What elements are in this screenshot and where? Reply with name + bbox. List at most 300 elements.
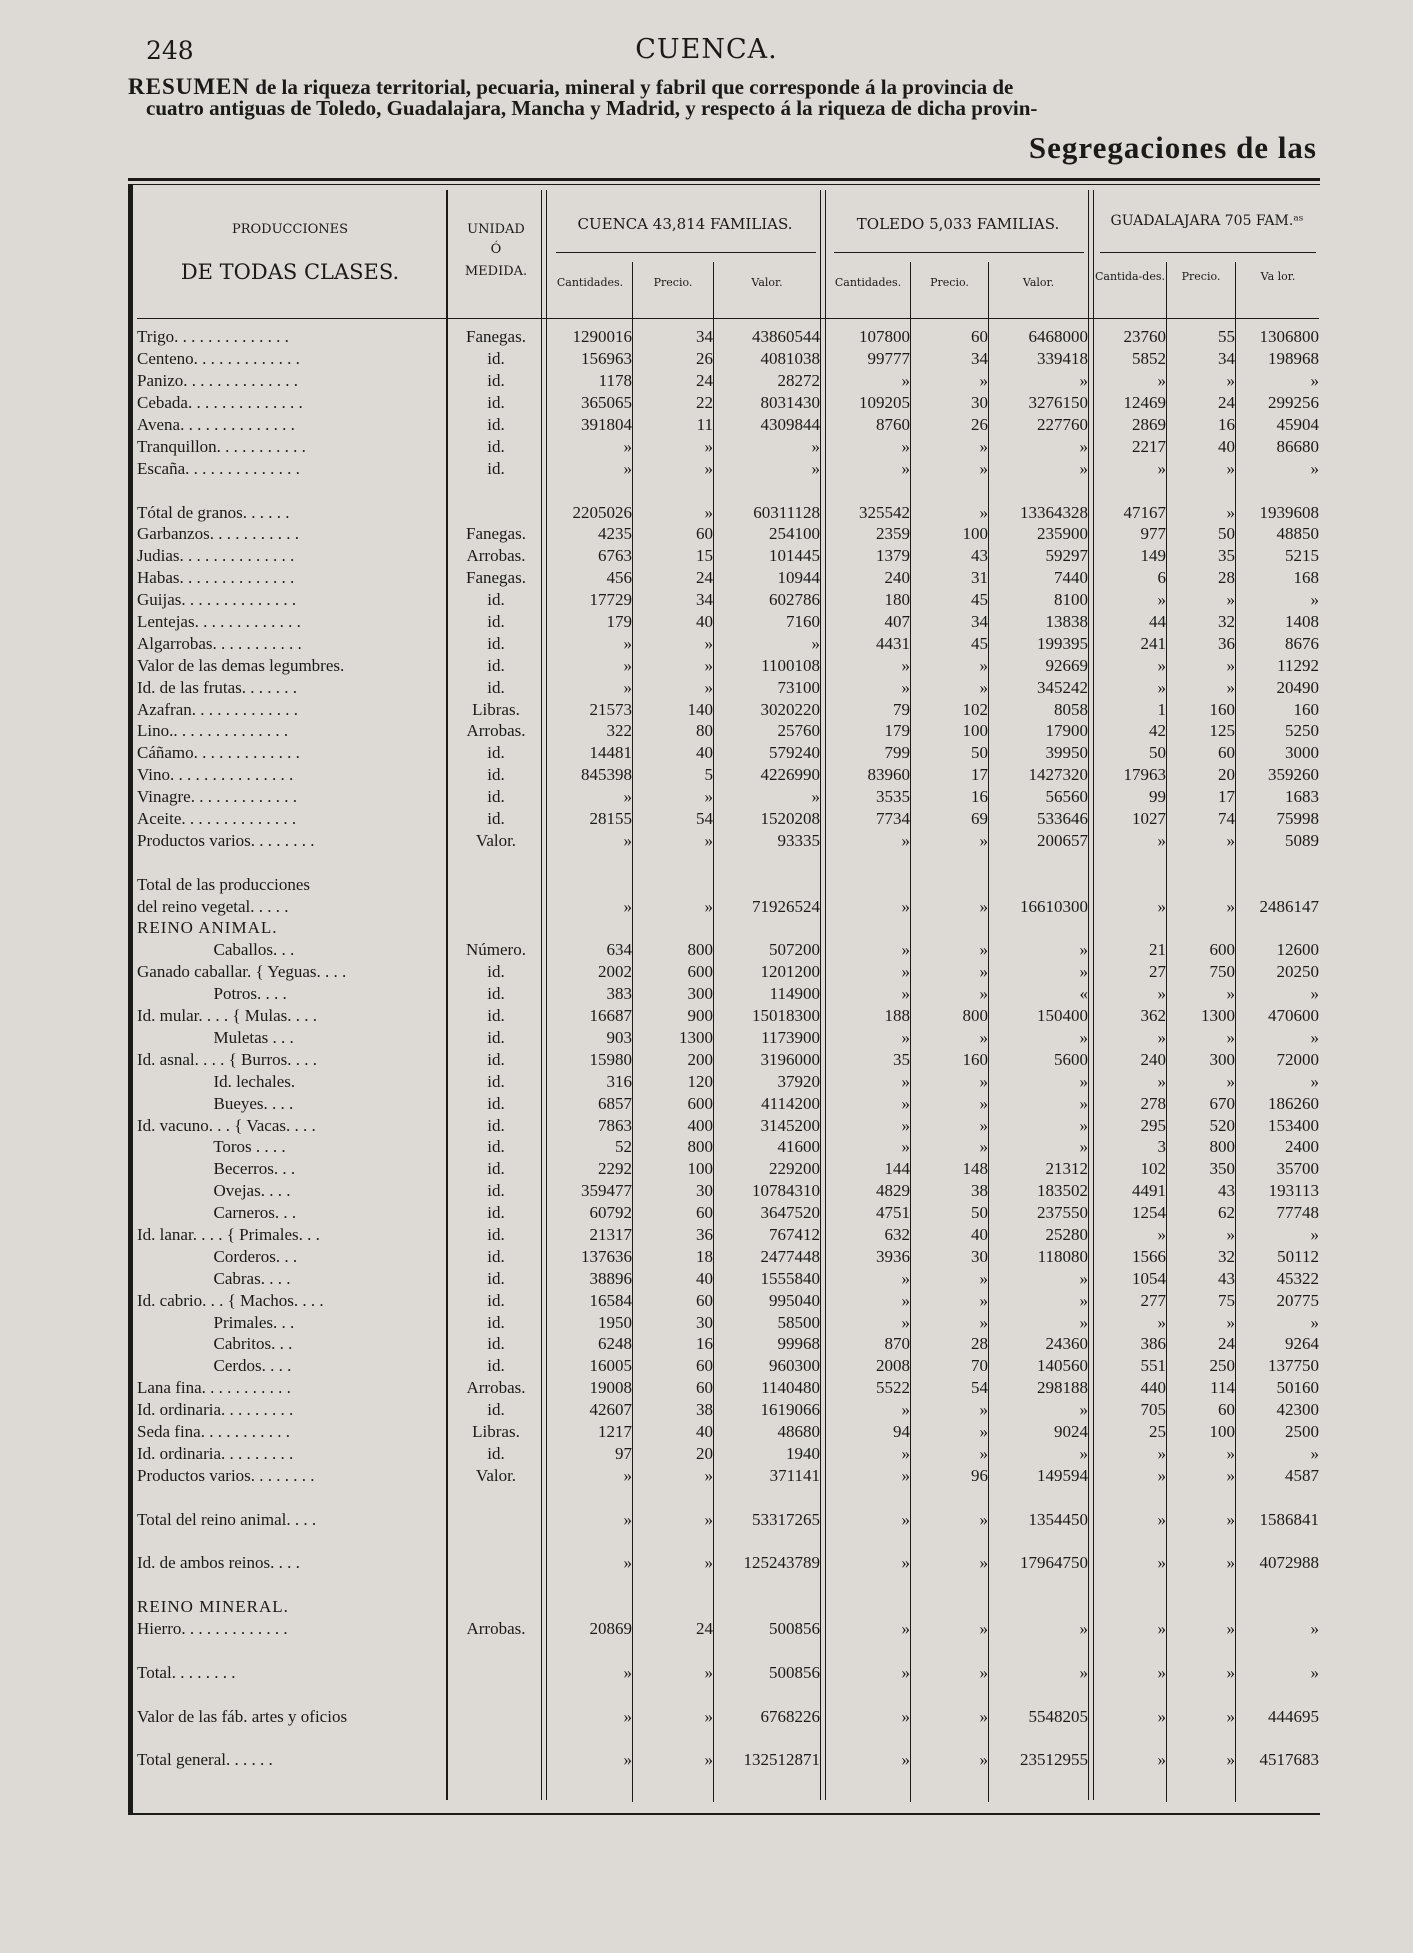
cell-c2: »: [901, 830, 910, 850]
cell-p1: »: [704, 677, 713, 697]
cell-p3: 32: [1218, 1246, 1235, 1266]
subhead-guad-precio: Precio.: [1181, 270, 1221, 283]
data-table: [137, 326, 1319, 1771]
cell-p2: 43: [971, 546, 988, 566]
cell-c2: [820, 1486, 910, 1508]
cell-p1: »: [704, 1750, 713, 1770]
cell-p3: 125: [1209, 721, 1235, 741]
cell-p3: »: [1226, 677, 1235, 697]
cell-v3: [1235, 1596, 1319, 1618]
cell-p1: 60: [696, 1203, 713, 1223]
cell-n: Productos varios. . . . . . . .: [137, 1465, 315, 1485]
cell-v3: 1306800: [1259, 327, 1319, 347]
cell-v3: »: [1310, 1618, 1319, 1638]
cell-n: Ovejas. . . .: [137, 1181, 291, 1201]
cell-c2: 83960: [867, 765, 910, 785]
cell-c1: »: [623, 458, 632, 478]
table-row: [137, 523, 1319, 545]
subhead-cuenca-precio: Precio.: [653, 276, 693, 289]
cell-v1: »: [811, 633, 820, 653]
table-row: [137, 1289, 1319, 1311]
cell-c2: 94: [893, 1421, 910, 1441]
cell-p3: »: [1226, 830, 1235, 850]
cell-n: Azafran. . . . . . . . . . . . .: [137, 699, 298, 719]
cell-p2: »: [979, 984, 988, 1004]
cell-c3: [1088, 917, 1166, 939]
cell-v3: 299256: [1268, 393, 1319, 413]
cell-p3: »: [1226, 1509, 1235, 1529]
cell-c2: »: [901, 962, 910, 982]
cell-p3: 20: [1218, 765, 1235, 785]
table-row: [137, 1005, 1319, 1027]
cell-p1: »: [704, 655, 713, 675]
cell-p3: 750: [1209, 962, 1235, 982]
cell-u: id.: [487, 1049, 505, 1069]
cell-p2: »: [979, 962, 988, 982]
cell-n: Centeno. . . . . . . . . . . . .: [137, 349, 300, 369]
cell-v2: 140560: [1037, 1356, 1088, 1376]
cell-p3: »: [1226, 1071, 1235, 1091]
cell-v2: 235900: [1037, 524, 1088, 544]
cell-p3: [1166, 1683, 1235, 1705]
cell-c2: »: [901, 896, 910, 916]
cell-n: Toros . . . .: [137, 1137, 286, 1157]
cell-p3: [1166, 1530, 1235, 1552]
cell-p2: »: [979, 1443, 988, 1463]
cell-v3: »: [1310, 458, 1319, 478]
cell-u: [446, 1705, 546, 1727]
cell-v1: 8031430: [760, 393, 820, 413]
cell-p2: 60: [971, 327, 988, 347]
cell-c2: »: [901, 458, 910, 478]
cell-v2: 59297: [1045, 546, 1088, 566]
cell-c3: 102: [1140, 1159, 1166, 1179]
cell-v1: 602786: [769, 590, 820, 610]
cell-n: Id. mular. . . . { Mulas. . . .: [137, 1006, 318, 1026]
cell-c3: »: [1157, 830, 1166, 850]
cell-c3: »: [1157, 1618, 1166, 1638]
cell-c1: 14481: [589, 743, 632, 763]
cell-c3: »: [1157, 896, 1166, 916]
cell-v3: 470600: [1268, 1006, 1319, 1026]
cell-v1: 507200: [769, 940, 820, 960]
cell-n: Judias. . . . . . . . . . . . . .: [137, 546, 295, 566]
cell-u: id.: [487, 1115, 505, 1135]
cell-c3: [1088, 851, 1166, 873]
cell-n: Id. de las frutas. . . . . . .: [137, 677, 298, 697]
cell-n: Id. vacuno. . . { Vacas. . . .: [137, 1115, 316, 1135]
table-row: [137, 1245, 1319, 1267]
cell-n: Cáñamo. . . . . . . . . . . . .: [137, 743, 300, 763]
cell-v2: 1427320: [1028, 765, 1088, 785]
cell-v2: 237550: [1037, 1203, 1088, 1223]
cell-c2: »: [901, 1093, 910, 1113]
header-unidad: UNIDAD: [467, 222, 525, 237]
cell-p1: 800: [687, 940, 713, 960]
cell-v3: [1235, 851, 1319, 873]
top-rule-2: [128, 184, 1320, 185]
cell-p2: 70: [971, 1356, 988, 1376]
cell-c2: 2359: [876, 524, 910, 544]
cell-p1: 40: [696, 612, 713, 632]
cell-v1: »: [811, 787, 820, 807]
cell-c1: 7863: [598, 1115, 632, 1135]
cell-p3: 60: [1218, 1400, 1235, 1420]
cell-v2: [988, 917, 1088, 939]
cell-c3: »: [1157, 1750, 1166, 1770]
cell-c1: [546, 1639, 632, 1661]
cell-v1: 1555840: [760, 1268, 820, 1288]
cell-p2: 50: [971, 1203, 988, 1223]
cell-v1: [713, 851, 820, 873]
cell-v3: [1235, 1574, 1319, 1596]
table-row: [137, 501, 1319, 523]
cell-v1: 254100: [769, 524, 820, 544]
cell-p2: [910, 873, 988, 895]
cell-c1: 28155: [589, 809, 632, 829]
cell-c2: »: [901, 1553, 910, 1573]
cell-v3: 186260: [1268, 1093, 1319, 1113]
cell-p3: 40: [1218, 436, 1235, 456]
cell-p1: 400: [687, 1115, 713, 1135]
table-row: [137, 1311, 1319, 1333]
cell-v1: 93335: [777, 830, 820, 850]
cell-p3: 24: [1218, 1334, 1235, 1354]
cell-p1: [632, 1486, 713, 1508]
header-cuenca: CUENCA 43,814 FAMILIAS.: [577, 215, 793, 233]
cell-p1: »: [704, 633, 713, 653]
cell-c1: »: [623, 1509, 632, 1529]
cell-c3: [1088, 479, 1166, 501]
cell-u: Fanegas.: [466, 327, 526, 347]
cell-c3: »: [1157, 590, 1166, 610]
cell-p1: 34: [696, 590, 713, 610]
cell-u: [446, 1683, 546, 1705]
cell-v1: 6768226: [760, 1706, 820, 1726]
table-row: [137, 414, 1319, 436]
table-row: [137, 1596, 1319, 1618]
cell-c1: 6248: [598, 1334, 632, 1354]
cell-p3: 1300: [1201, 1006, 1235, 1026]
cell-p2: 148: [962, 1159, 988, 1179]
cell-v1: »: [811, 436, 820, 456]
cell-p3: [1166, 1596, 1235, 1618]
cell-c3: »: [1157, 1662, 1166, 1682]
cell-n: [137, 1727, 446, 1749]
heading-line-2: cuatro antiguas de Toledo, Guadalajara, Mancha y Madrid, y respecto á la riqueza de dicha provin-: [146, 96, 1038, 120]
cell-p1: 16: [696, 1334, 713, 1354]
cell-v2: 56560: [1045, 787, 1088, 807]
cell-u: id.: [487, 458, 505, 478]
cell-p3: »: [1226, 1312, 1235, 1332]
cell-n: Total de las producciones: [137, 874, 311, 894]
cell-c3: [1088, 1639, 1166, 1661]
table-row: [137, 1639, 1319, 1661]
cell-v1: 4114200: [761, 1093, 820, 1113]
cell-v2: 199395: [1037, 633, 1088, 653]
cell-c1: 17729: [589, 590, 632, 610]
cell-n: Id. cabrio. . . { Machos. . . .: [137, 1290, 324, 1310]
table-row: [137, 1508, 1319, 1530]
cell-v1: 37920: [777, 1071, 820, 1091]
cell-p3: »: [1226, 1224, 1235, 1244]
cell-v2: »: [1079, 1115, 1088, 1135]
cell-p3: 670: [1209, 1093, 1235, 1113]
cell-v2: »: [1079, 1071, 1088, 1091]
heading-line-1-text: de la riqueza territorial, pecuaria, mineral y fabril que corresponde á la provincia de: [255, 75, 1014, 99]
cell-p1: 24: [696, 568, 713, 588]
cell-v2: 3276150: [1028, 393, 1088, 413]
cell-p2: [910, 1530, 988, 1552]
cell-n: Ganado caballar. { Yeguas. . . .: [137, 962, 347, 982]
cell-v1: [713, 1596, 820, 1618]
cell-v1: 7160: [786, 612, 820, 632]
cell-c1: 322: [606, 721, 632, 741]
cell-c2: [820, 479, 910, 501]
cell-n: [137, 1683, 446, 1705]
cell-c3: »: [1157, 1465, 1166, 1485]
cell-v1: 15018300: [752, 1006, 820, 1026]
cell-p3: »: [1226, 655, 1235, 675]
cell-c1: 6763: [598, 546, 632, 566]
cell-u: Libras.: [472, 699, 520, 719]
cell-v1: 3647520: [760, 1203, 820, 1223]
cell-p2: 34: [971, 349, 988, 369]
table-row: [137, 589, 1319, 611]
cell-v1: 1201200: [760, 962, 820, 982]
cell-p3: 160: [1209, 699, 1235, 719]
cell-v2: 13364328: [1020, 502, 1088, 522]
cell-p2: »: [979, 896, 988, 916]
cell-v2: »: [1079, 371, 1088, 391]
table-row: [137, 348, 1319, 370]
cell-n: Hierro. . . . . . . . . . . . .: [137, 1618, 288, 1638]
cell-p2: »: [979, 1268, 988, 1288]
cell-p2: 96: [971, 1465, 988, 1485]
cell-c3: 99: [1149, 787, 1166, 807]
cell-p2: »: [979, 1115, 988, 1135]
table-row: [137, 1048, 1319, 1070]
cell-p2: »: [979, 677, 988, 697]
cell-c1: »: [623, 830, 632, 850]
table-row: [137, 1027, 1319, 1049]
cell-c2: »: [901, 436, 910, 456]
cell-u: id.: [487, 1312, 505, 1332]
cell-v1: 132512871: [743, 1750, 820, 1770]
cell-c1: 365065: [581, 393, 632, 413]
cell-c1: [546, 851, 632, 873]
cell-c3: 149: [1140, 546, 1166, 566]
table-row: [137, 1114, 1319, 1136]
cell-c1: 21317: [589, 1224, 632, 1244]
cell-v1: 1940: [786, 1443, 820, 1463]
cell-c3: 1054: [1132, 1268, 1166, 1288]
cell-v2: 92669: [1045, 655, 1088, 675]
cell-n: [137, 851, 446, 873]
cell-n: Trigo. . . . . . . . . . . . . .: [137, 327, 289, 347]
cell-v1: 960300: [769, 1356, 820, 1376]
cell-u: [446, 501, 546, 523]
cell-p3: »: [1226, 1465, 1235, 1485]
cell-n: [137, 1530, 446, 1552]
cell-c3: 386: [1140, 1334, 1166, 1354]
cell-u: id.: [487, 1181, 505, 1201]
cell-c3: 440: [1140, 1378, 1166, 1398]
cell-u: Valor.: [475, 1465, 517, 1485]
cell-v3: 444695: [1268, 1706, 1319, 1726]
cell-p1: 24: [696, 1618, 713, 1638]
cell-v3: 5089: [1285, 830, 1319, 850]
cell-v2: 24360: [1045, 1334, 1088, 1354]
cell-v1: 43860544: [752, 327, 820, 347]
cell-v1: 371141: [769, 1465, 820, 1485]
cell-p2: »: [979, 436, 988, 456]
cell-c2: 188: [884, 1006, 910, 1026]
cell-p2: [910, 1639, 988, 1661]
cell-v2: [988, 873, 1088, 895]
cell-p1: 38: [696, 1400, 713, 1420]
cell-c1: [546, 1486, 632, 1508]
cell-n: Id. asnal. . . . { Burros. . . .: [137, 1049, 318, 1069]
cell-c3: 44: [1149, 612, 1166, 632]
cell-v3: 1586841: [1259, 1509, 1319, 1529]
cell-c3: 17963: [1123, 765, 1166, 785]
cell-c3: 1: [1157, 699, 1166, 719]
cell-v1: 4081038: [760, 349, 820, 369]
cell-c2: 240: [884, 568, 910, 588]
cell-p1: 600: [687, 1093, 713, 1113]
cell-v3: 2400: [1285, 1137, 1319, 1157]
cell-p3: 250: [1209, 1356, 1235, 1376]
cell-c1: 2002: [598, 962, 632, 982]
cell-c1: [546, 1683, 632, 1705]
cell-u: id.: [487, 984, 505, 1004]
cell-n: REINO MINERAL.: [137, 1597, 289, 1617]
cell-p1: 34: [696, 327, 713, 347]
table-row: [137, 435, 1319, 457]
cell-c1: [546, 873, 632, 895]
cell-c2: 4829: [876, 1181, 910, 1201]
segregaciones-heading: Segregaciones de las: [1028, 130, 1317, 165]
cell-c3: »: [1157, 1224, 1166, 1244]
cell-n: Garbanzos. . . . . . . . . . .: [137, 524, 299, 544]
cell-u: Libras.: [472, 1421, 520, 1441]
cell-c3: »: [1157, 655, 1166, 675]
cell-v2: 25280: [1045, 1224, 1088, 1244]
cell-p2: [910, 851, 988, 873]
table-row: [137, 1224, 1319, 1246]
table-row: [137, 961, 1319, 983]
cell-v2: [988, 1639, 1088, 1661]
cell-p1: 24: [696, 371, 713, 391]
subhead-guad-valor: Va lor.: [1260, 270, 1296, 283]
subhead-cuenca-valor: Valor.: [751, 276, 783, 289]
cell-c2: »: [901, 984, 910, 1004]
cell-p1: 60: [696, 1356, 713, 1376]
cell-v3: [1235, 1530, 1319, 1552]
cell-c2: [820, 1574, 910, 1596]
cell-v1: 579240: [769, 743, 820, 763]
cell-c3: [1088, 873, 1166, 895]
cell-c1: [546, 1574, 632, 1596]
cell-v2: »: [1079, 962, 1088, 982]
cell-n: Algarrobas. . . . . . . . . . .: [137, 633, 302, 653]
cell-c1: 359477: [581, 1181, 632, 1201]
cell-c2: »: [901, 1443, 910, 1463]
cell-u: Arrobas.: [466, 1618, 526, 1638]
cell-v3: 45322: [1276, 1268, 1319, 1288]
cell-n: Avena. . . . . . . . . . . . . .: [137, 415, 295, 434]
header-bottom-rule: [137, 318, 1319, 319]
cell-u: id.: [487, 1224, 505, 1244]
cell-p1: 20: [696, 1443, 713, 1463]
cell-c3: [1088, 1486, 1166, 1508]
cell-p1: 5: [704, 765, 713, 785]
cell-c2: 144: [884, 1159, 910, 1179]
cell-c3: 1254: [1132, 1203, 1166, 1223]
cell-c2: 870: [884, 1334, 910, 1354]
cell-v1: [713, 1639, 820, 1661]
cell-c3: 6: [1157, 568, 1166, 588]
cell-v2: [988, 479, 1088, 501]
cell-u: id.: [487, 1246, 505, 1266]
cell-c3: 2869: [1132, 415, 1166, 434]
cell-p1: 300: [687, 984, 713, 1004]
cell-c3: 27: [1149, 962, 1166, 982]
table-row: [137, 326, 1319, 348]
cell-n: [137, 1486, 446, 1508]
cell-p2: 45: [971, 590, 988, 610]
cell-v1: [713, 479, 820, 501]
cell-v2: [988, 1486, 1088, 1508]
cell-p1: 22: [696, 393, 713, 413]
cell-p2: »: [979, 1400, 988, 1420]
cell-c1: [546, 479, 632, 501]
cell-p1: »: [704, 896, 713, 916]
cell-v2: »: [1079, 1618, 1088, 1638]
cell-p3: 100: [1209, 1421, 1235, 1441]
cell-n: Corderos. . .: [137, 1246, 298, 1266]
cell-u: [446, 1552, 546, 1574]
cell-p1: 26: [696, 349, 713, 369]
brace-guadalajara: [1100, 252, 1316, 253]
cell-c3: 1027: [1132, 809, 1166, 829]
cell-c1: [546, 1530, 632, 1552]
table-row: [137, 764, 1319, 786]
cell-v1: 1100108: [761, 655, 820, 675]
cell-v3: »: [1310, 590, 1319, 610]
cell-p2: »: [979, 1750, 988, 1770]
table-row: [137, 1355, 1319, 1377]
table-row: [137, 1727, 1319, 1749]
cell-p3: 35: [1218, 546, 1235, 566]
cell-u: id.: [487, 1443, 505, 1463]
cell-v3: 50160: [1276, 1378, 1319, 1398]
cell-u: id.: [487, 765, 505, 785]
table-row: [137, 895, 1319, 917]
cell-c2: »: [901, 1312, 910, 1332]
cell-p2: »: [979, 655, 988, 675]
cell-p2: [910, 1574, 988, 1596]
cell-c2: [820, 1683, 910, 1705]
cell-v2: »: [1079, 1312, 1088, 1332]
cell-v3: 168: [1293, 568, 1319, 588]
cell-v2: »: [1079, 458, 1088, 478]
cell-u: [446, 479, 546, 501]
cell-v2: 533646: [1037, 809, 1088, 829]
cell-v3: 35700: [1276, 1159, 1319, 1179]
cell-c3: 4491: [1132, 1181, 1166, 1201]
